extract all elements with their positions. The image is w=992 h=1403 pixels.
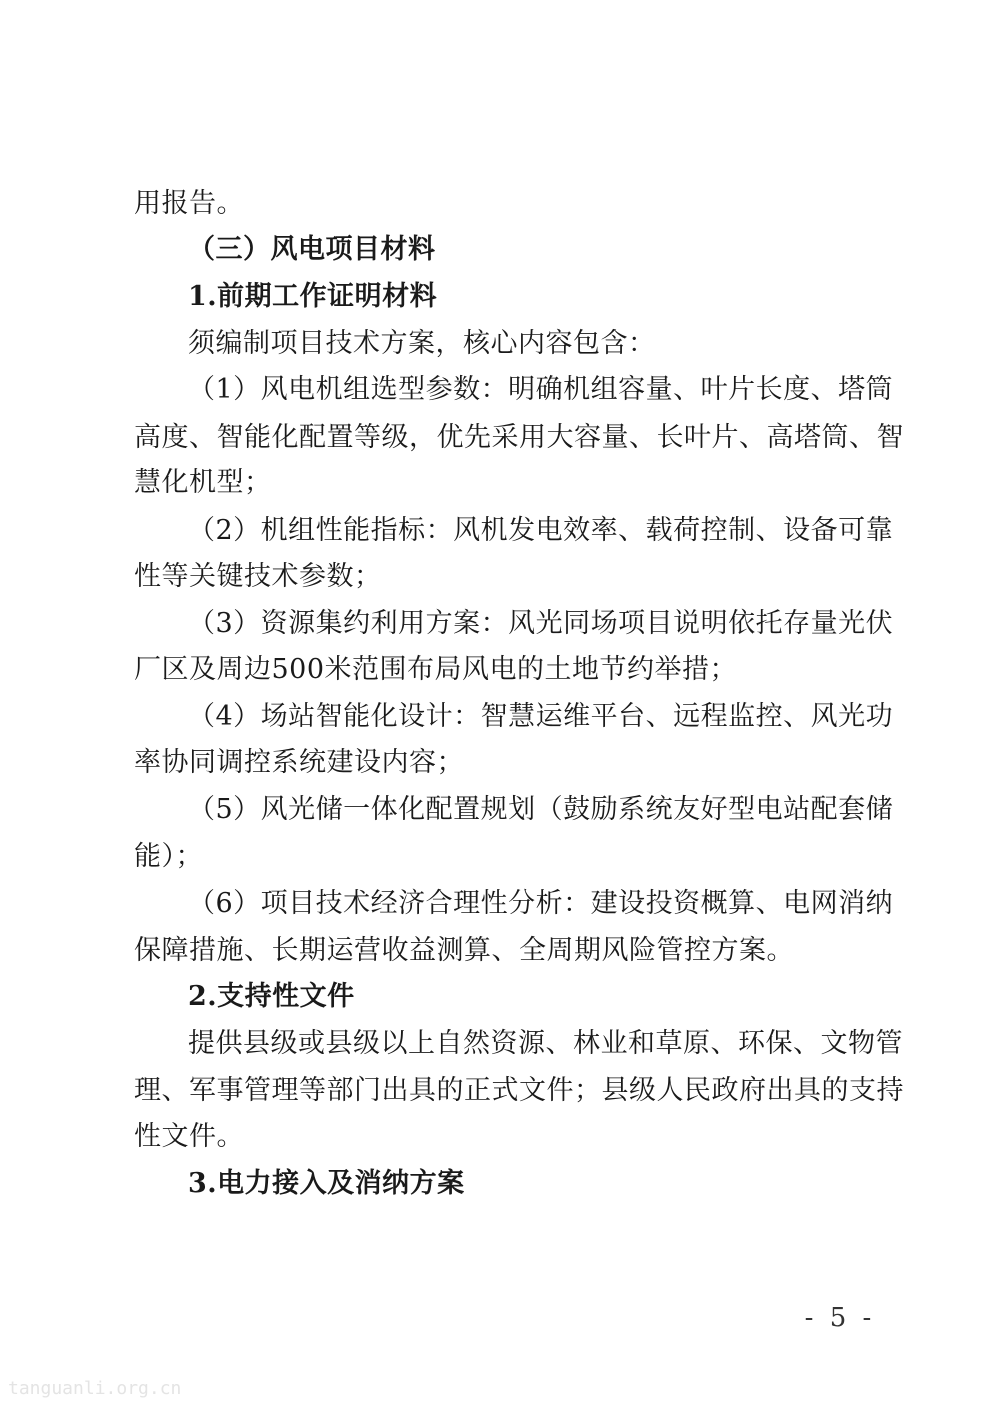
paragraph-line: 慧化机型；	[134, 467, 272, 498]
watermark: tanguanli.org.cn	[8, 1378, 182, 1399]
paragraph-line: （2）机组性能指标：风机发电效率、载荷控制、设备可靠	[188, 515, 894, 546]
paragraph-line: 能）；	[134, 841, 203, 872]
paragraph-line: 须编制项目技术方案，核心内容包含：	[188, 328, 656, 359]
subsection-heading: 1.前期工作证明材料	[188, 281, 438, 312]
paragraph-line: （5）风光储一体化配置规划（鼓励系统友好型电站配套储	[188, 794, 894, 825]
paragraph-line: （3）资源集约利用方案：风光同场项目说明依托存量光伏	[188, 608, 894, 639]
paragraph-line: 理、军事管理等部门出具的正式文件；县级人民政府出具的支持	[134, 1075, 904, 1106]
paragraph-line: 保障措施、长期运营收益测算、全周期风险管控方案。	[134, 935, 794, 966]
paragraph-line: 性等关键技术参数；	[134, 561, 382, 592]
subsection-heading: 3.电力接入及消纳方案	[188, 1168, 465, 1199]
paragraph-line: （6）项目技术经济合理性分析：建设投资概算、电网消纳	[188, 888, 894, 919]
paragraph-line: （1）风电机组选型参数：明确机组容量、叶片长度、塔筒	[188, 374, 894, 405]
subsection-heading: 2.支持性文件	[188, 981, 355, 1012]
page-number: - 5 -	[804, 1303, 876, 1333]
paragraph-line: 率协同调控系统建设内容；	[134, 747, 464, 778]
paragraph-line: 用报告。	[134, 188, 244, 219]
paragraph-line: 性文件。	[134, 1121, 244, 1152]
paragraph-line: 厂区及周边500米范围布局风电的土地节约举措；	[134, 654, 738, 685]
section-heading: （三）风电项目材料	[188, 234, 436, 265]
paragraph-line: 提供县级或县级以上自然资源、林业和草原、环保、文物管	[188, 1028, 903, 1059]
paragraph-line: （4）场站智能化设计：智慧运维平台、远程监控、风光功	[188, 701, 894, 732]
paragraph-line: 高度、智能化配置等级，优先采用大容量、长叶片、高塔筒、智	[134, 422, 904, 453]
